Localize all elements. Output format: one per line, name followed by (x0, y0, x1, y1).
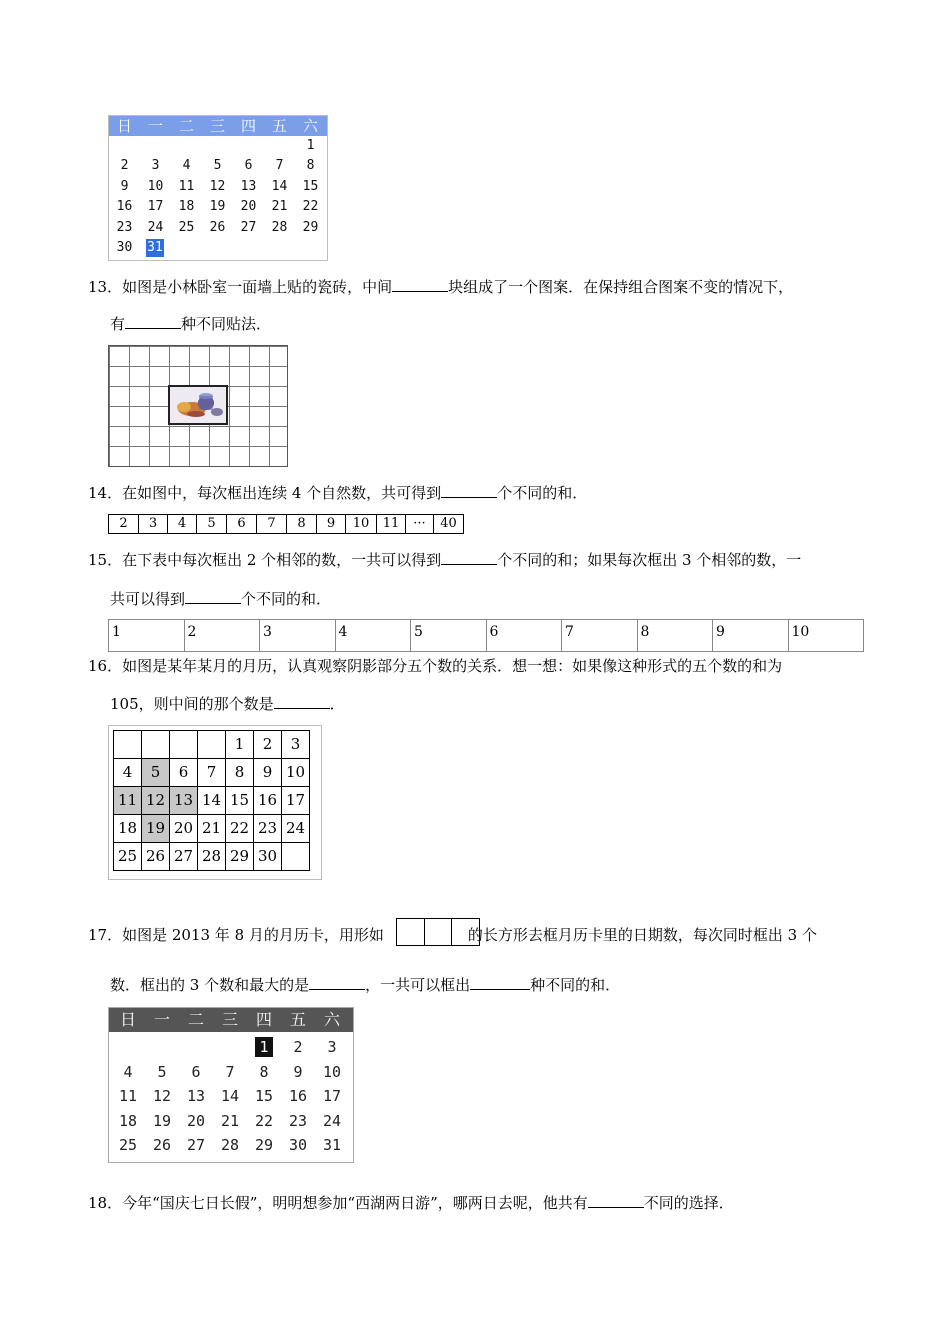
question-16-line-2: 105，则中间的那个数是 ． (110, 695, 345, 713)
calendar-1-day: 5 (213, 158, 222, 174)
strip-cell: 9 (317, 515, 346, 533)
answer-blank (470, 975, 530, 990)
calendar-image-1 (108, 115, 328, 261)
calendar-3-day: 5 (157, 1062, 167, 1081)
answer-blank (392, 277, 448, 292)
calendar-3-weekday: 二 (187, 1010, 204, 1029)
question-15-line-1: 15．在下表中每次框出 2 个相邻的数，一共可以得到 个不同的和；如果每次框出 3 个相邻的数，一 (88, 551, 802, 569)
calendar-3-day: 25 (118, 1136, 138, 1154)
table-cell: 5 (411, 620, 487, 651)
calendar-2-day: 17 (282, 787, 310, 815)
calendar-2-day: 14 (198, 787, 226, 815)
answer-blank (125, 314, 181, 329)
calendar-2-day: 25 (114, 843, 142, 871)
calendar-3-day: 31 (322, 1136, 342, 1154)
calendar-3-day: 29 (254, 1136, 274, 1154)
calendar-1-weekday: 日 (116, 117, 132, 135)
calendar-1-weekday: 四 (240, 117, 256, 135)
calendar-3-day: 24 (322, 1111, 342, 1130)
calendar-3-day: 20 (186, 1111, 206, 1130)
number-strip (108, 514, 464, 534)
calendar-3-day: 14 (220, 1087, 240, 1105)
calendar-3-day: 7 (225, 1062, 235, 1081)
calendar-2-day: 7 (198, 759, 226, 787)
calendar-2-day: 8 (226, 759, 254, 787)
calendar-2-day: 1 (226, 731, 254, 759)
question-18-number: 18． (88, 1194, 123, 1212)
question-17-line-2: 数．框出的 3 个数和最大的是 ，一共可以框出 种不同的和． (110, 976, 621, 994)
calendar-2-day: 13 (170, 787, 198, 815)
answer-blank (274, 694, 330, 709)
calendar-3-day: 13 (186, 1087, 206, 1105)
calendar-1-day: 25 (178, 219, 195, 235)
calendar-3-day: 17 (322, 1087, 342, 1105)
calendar-3-day: 4 (123, 1062, 133, 1081)
calendar-2-day: 20 (170, 815, 198, 843)
strip-cell: 3 (139, 515, 168, 533)
calendar-2-day: 26 (142, 843, 170, 871)
question-17-line-1: 17．如图是 2013 年 8 月的月历卡，用形如 的长方形去框月历卡里的日期数，每次同时框出 3 个 (88, 926, 817, 944)
calendar-1-day: 2 (120, 158, 129, 174)
calendar-2-day: 27 (170, 843, 198, 871)
calendar-2-day: 30 (254, 843, 282, 871)
calendar-2-day: 12 (142, 787, 170, 815)
calendar-3-day: 10 (322, 1062, 342, 1081)
three-box-rectangle (396, 918, 480, 946)
question-17-number: 17． (88, 926, 123, 944)
answer-blank (441, 483, 497, 498)
strip-cell: ··· (406, 515, 434, 533)
calendar-1-day: 16 (116, 199, 133, 215)
calendar-3-day: 11 (118, 1087, 138, 1105)
calendar-1-day: 1 (306, 138, 315, 153)
calendar-1-day: 6 (244, 158, 253, 174)
answer-blank (441, 550, 497, 565)
calendar-2-day: 4 (114, 759, 142, 787)
calendar-2-day: 19 (142, 815, 170, 843)
calendar-2-day (142, 731, 170, 759)
calendar-3-weekday: 三 (221, 1010, 238, 1029)
calendar-2-day: 24 (282, 815, 310, 843)
calendar-3-weekday: 日 (119, 1010, 136, 1029)
table-cell: 3 (260, 620, 336, 651)
calendar-2-day: 21 (198, 815, 226, 843)
calendar-3-day: 30 (288, 1136, 308, 1154)
calendar-1-day: 28 (271, 219, 288, 235)
answer-blank (309, 975, 365, 990)
table-cell: 2 (185, 620, 261, 651)
fruit-bowl-icon (170, 387, 228, 425)
calendar-3-weekday: 六 (323, 1010, 340, 1029)
calendar-3-weekday: 一 (153, 1010, 170, 1029)
table-cell: 10 (791, 624, 810, 640)
calendar-2-day: 15 (226, 787, 254, 815)
calendar-2-day: 22 (226, 815, 254, 843)
question-16-line-1: 16．如图是某年某月的月历，认真观察阴影部分五个数的关系．想一想：如果像这种形式的五个数的和为 (88, 657, 783, 675)
question-13-line-2: 有 种不同贴法． (110, 315, 272, 333)
calendar-2-day: 28 (198, 843, 226, 871)
calendar-1-day: 12 (209, 178, 226, 194)
calendar-3-day: 23 (288, 1111, 308, 1130)
calendar-3-day: 6 (191, 1062, 201, 1081)
question-13-line-1: 13．如图是小林卧室一面墙上贴的瓷砖，中间 块组成了一个图案．在保持组合图案不变的情况下， (88, 278, 794, 296)
strip-cell: 7 (257, 515, 287, 533)
question-15-line-2: 共可以得到 个不同的和． (110, 590, 332, 608)
question-14-number: 14． (88, 484, 123, 502)
calendar-3-header (109, 1008, 353, 1032)
calendar-2-day (198, 731, 226, 759)
strip-cell: 8 (287, 515, 317, 533)
calendar-2-day: 6 (170, 759, 198, 787)
strip-cell: 6 (227, 515, 257, 533)
calendar-1-day: 14 (271, 178, 288, 194)
calendar-1-weekday: 二 (178, 117, 194, 135)
calendar-1-weekday: 六 (302, 117, 318, 135)
table-cell: 7 (562, 620, 638, 651)
calendar-3-day: 15 (254, 1087, 274, 1105)
calendar-1-day: 20 (240, 199, 257, 215)
calendar-1-header (109, 116, 327, 136)
question-13-number: 13． (88, 278, 123, 296)
calendar-1-weekday: 一 (147, 117, 163, 135)
calendar-1-day: 18 (178, 199, 195, 215)
calendar-1-day: 3 (151, 158, 160, 174)
calendar-1-day: 13 (240, 178, 257, 194)
calendar-3-day: 1 (255, 1037, 273, 1057)
calendar-1-day: 27 (240, 219, 257, 235)
calendar-1-day: 23 (116, 219, 133, 235)
calendar-1-weekday: 五 (271, 117, 287, 135)
calendar-1-day: 29 (302, 219, 319, 235)
calendar-image-2 (108, 725, 322, 880)
calendar-1-day: 17 (147, 199, 164, 215)
calendar-1-day: 24 (147, 219, 164, 235)
calendar-3-day: 26 (152, 1136, 172, 1154)
strip-cell: 2 (109, 515, 139, 533)
calendar-2-day: 10 (282, 759, 310, 787)
table-cell: 4 (336, 620, 412, 651)
question-15-number: 15． (88, 551, 123, 569)
calendar-2-day: 9 (254, 759, 282, 787)
calendar-3-day: 3 (327, 1038, 337, 1056)
strip-cell: 40 (440, 516, 457, 531)
calendar-2-day: 16 (254, 787, 282, 815)
calendar-3-day: 2 (293, 1038, 303, 1056)
calendar-image-3 (108, 1007, 354, 1163)
strip-cell: 4 (168, 515, 197, 533)
calendar-2-day (114, 731, 142, 759)
number-table-1-to-10 (108, 619, 864, 652)
strip-cell: 11 (377, 515, 406, 533)
calendar-1-day: 26 (209, 219, 226, 235)
calendar-2-day: 23 (254, 815, 282, 843)
calendar-1-day: 21 (271, 199, 288, 215)
calendar-3-day: 16 (288, 1087, 308, 1105)
calendar-1-day: 4 (182, 158, 191, 174)
table-cell: 1 (109, 620, 185, 651)
calendar-2-day: 29 (226, 843, 254, 871)
calendar-2-day: 11 (114, 787, 142, 815)
answer-blank (588, 1193, 644, 1208)
calendar-3-day: 27 (186, 1136, 206, 1154)
calendar-1-day: 9 (120, 178, 129, 194)
calendar-2-day: 3 (282, 731, 310, 759)
tile-picture-image (168, 385, 228, 425)
calendar-1-day: 7 (275, 158, 284, 174)
calendar-3-day: 9 (293, 1062, 303, 1081)
calendar-1-day: 8 (306, 158, 315, 174)
calendar-2-day (170, 731, 198, 759)
strip-cell: 10 (346, 515, 377, 533)
calendar-3-day: 8 (259, 1062, 269, 1081)
calendar-1-weekday: 三 (209, 117, 225, 135)
calendar-3-day: 22 (254, 1111, 274, 1130)
calendar-2-day: 2 (254, 731, 282, 759)
table-cell: 6 (487, 620, 563, 651)
calendar-1-day: 31 (147, 240, 163, 255)
calendar-1-day: 15 (302, 178, 319, 194)
calendar-1-day: 10 (147, 178, 164, 194)
question-18-line: 18．今年“国庆七日长假”，明明想参加“西湖两日游”，哪两日去呢，他共有 不同的选择． (88, 1194, 734, 1212)
answer-blank (185, 589, 241, 604)
calendar-2-day (282, 843, 310, 871)
calendar-1-day: 22 (302, 199, 319, 215)
calendar-3-weekday: 四 (255, 1010, 272, 1029)
calendar-3-day: 28 (220, 1136, 240, 1154)
question-16-number: 16． (88, 657, 123, 675)
strip-cell: 5 (197, 515, 227, 533)
calendar-1-day: 11 (178, 178, 195, 194)
calendar-3-day: 19 (152, 1111, 172, 1130)
calendar-3-weekday: 五 (289, 1010, 306, 1029)
calendar-2-day: 5 (142, 759, 170, 787)
question-14-line: 14．在如图中，每次框出连续 4 个自然数，共可得到 个不同的和． (88, 484, 588, 502)
calendar-3-day: 12 (152, 1087, 172, 1105)
table-cell: 8 (638, 620, 714, 651)
calendar-3-day: 21 (220, 1111, 240, 1130)
table-cell: 9 (713, 620, 789, 651)
calendar-3-day: 18 (118, 1111, 138, 1130)
calendar-1-day: 19 (209, 199, 226, 215)
calendar-2-day: 18 (114, 815, 142, 843)
calendar-1-day: 30 (116, 240, 133, 255)
